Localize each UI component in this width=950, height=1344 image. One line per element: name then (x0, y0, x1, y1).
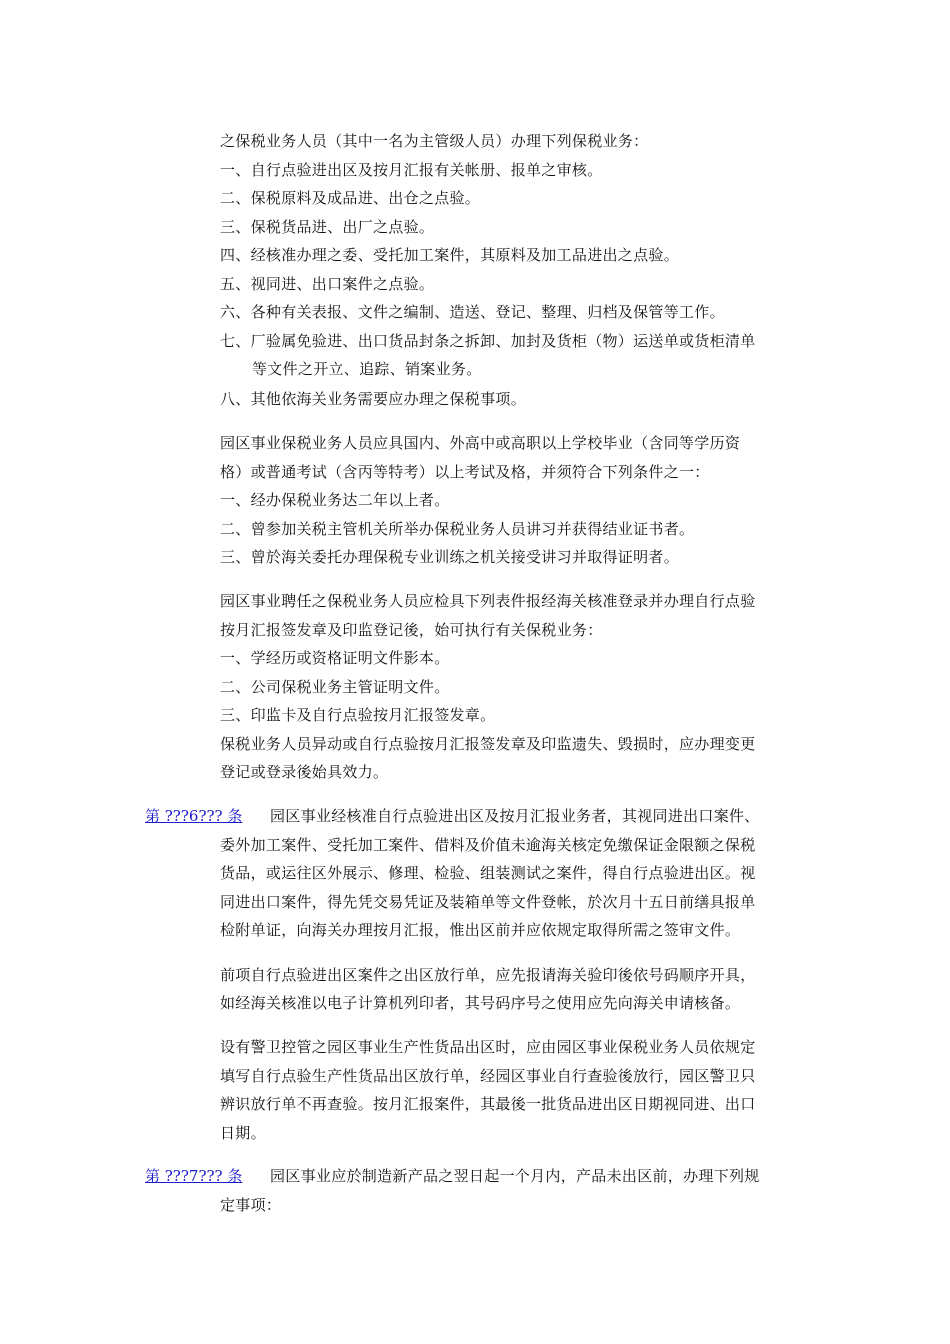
article-6-line: 检附单证，向海关办理按月汇报，惟出区前并应依规定取得所需之签审文件。 (220, 921, 741, 939)
article-6-line: 同进出口案件，得先凭交易凭证及装箱单等文件登帐，於次月十五日前缮具报单 (220, 893, 756, 911)
registration-line: 保税业务人员异动或自行点验按月汇报签发章及印监遗失、毁损时，应办理变更 (220, 735, 756, 753)
intro-list-item: 三、保税货品进、出厂之点验。 (220, 218, 435, 236)
intro-line: 之保税业务人员（其中一名为主管级人员）办理下列保税业务： (220, 132, 649, 150)
intro-list-item: 七、厂验属免验进、出口货品封条之拆卸、加封及货柜（物）运送单或货柜清单 (220, 332, 756, 350)
qualification-line: 格）或普通考试（含丙等特考）以上考试及格，并须符合下列条件之一： (220, 463, 710, 481)
article-7-line: 定事项： (220, 1196, 282, 1214)
registration-item: 二、公司保税业务主管证明文件。 (220, 678, 450, 696)
intro-list-item-continuation: 等文件之开立、追踪、销案业务。 (252, 360, 482, 378)
registration-item: 三、印监卡及自行点验按月汇报签发章。 (220, 706, 496, 724)
registration-line: 登记或登录後始具效力。 (220, 763, 389, 781)
article-6-para3-line: 填写自行点验生产性货品出区放行单，经园区事业自行查验後放行，园区警卫只 (220, 1067, 756, 1085)
registration-item: 一、学经历或资格证明文件影本。 (220, 649, 450, 667)
qualification-item: 三、曾於海关委托办理保税专业训练之机关接受讲习并取得证明者。 (220, 548, 680, 566)
qualification-item: 二、曾参加关税主管机关所举办保税业务人员讲习并获得结业证书者。 (220, 520, 695, 538)
article-6-line: 货品，或运往区外展示、修理、检验、组装测试之案件，得自行点验进出区。视 (220, 864, 756, 882)
qualification-item: 一、经办保税业务达二年以上者。 (220, 491, 450, 509)
intro-list-item: 四、经核准办理之委、受托加工案件，其原料及加工品进出之点验。 (220, 246, 680, 264)
intro-list-item: 八、其他依海关业务需要应办理之保税事项。 (220, 390, 527, 408)
intro-list-item: 五、视同进、出口案件之点验。 (220, 275, 435, 293)
article-7-line: 园区事业应於制造新产品之翌日起一个月内，产品未出区前，办理下列规 (270, 1167, 760, 1185)
article-6-line: 园区事业经核准自行点验进出区及按月汇报业务者，其视同进出口案件、 (270, 807, 760, 825)
intro-list-item: 二、保税原料及成品进、出仓之点验。 (220, 189, 481, 207)
article-6-para3-line: 辨识放行单不再查验。按月汇报案件，其最後一批货品进出区日期视同进、出口 (220, 1095, 756, 1113)
article-7-link[interactable]: 第 ???7??? 条 (145, 1167, 243, 1185)
intro-list-item: 六、各种有关表报、文件之编制、造送、登记、整理、归档及保管等工作。 (220, 303, 725, 321)
intro-list-item: 一、自行点验进出区及按月汇报有关帐册、报单之审核。 (220, 161, 603, 179)
registration-line: 按月汇报签发章及印监登记後，始可执行有关保税业务： (220, 621, 603, 639)
qualification-line: 园区事业保税业务人员应具国内、外高中或高职以上学校毕业（含同等学历资 (220, 434, 741, 452)
registration-line: 园区事业聘任之保税业务人员应检具下列表件报经海关核准登录并办理自行点验 (220, 592, 756, 610)
article-6-link[interactable]: 第 ???6??? 条 (145, 807, 243, 825)
article-6-para2-line: 如经海关核准以电子计算机列印者，其号码序号之使用应先向海关申请核备。 (220, 994, 741, 1012)
article-6-line: 委外加工案件、受托加工案件、借料及价值未逾海关核定免缴保证金限额之保税 (220, 836, 756, 854)
article-6-para3-line: 日期。 (220, 1124, 266, 1142)
article-6-para3-line: 设有警卫控管之园区事业生产性货品出区时，应由园区事业保税业务人员依规定 (220, 1038, 756, 1056)
article-6-para2-line: 前项自行点验进出区案件之出区放行单，应先报请海关验印後依号码顺序开具， (220, 966, 756, 984)
